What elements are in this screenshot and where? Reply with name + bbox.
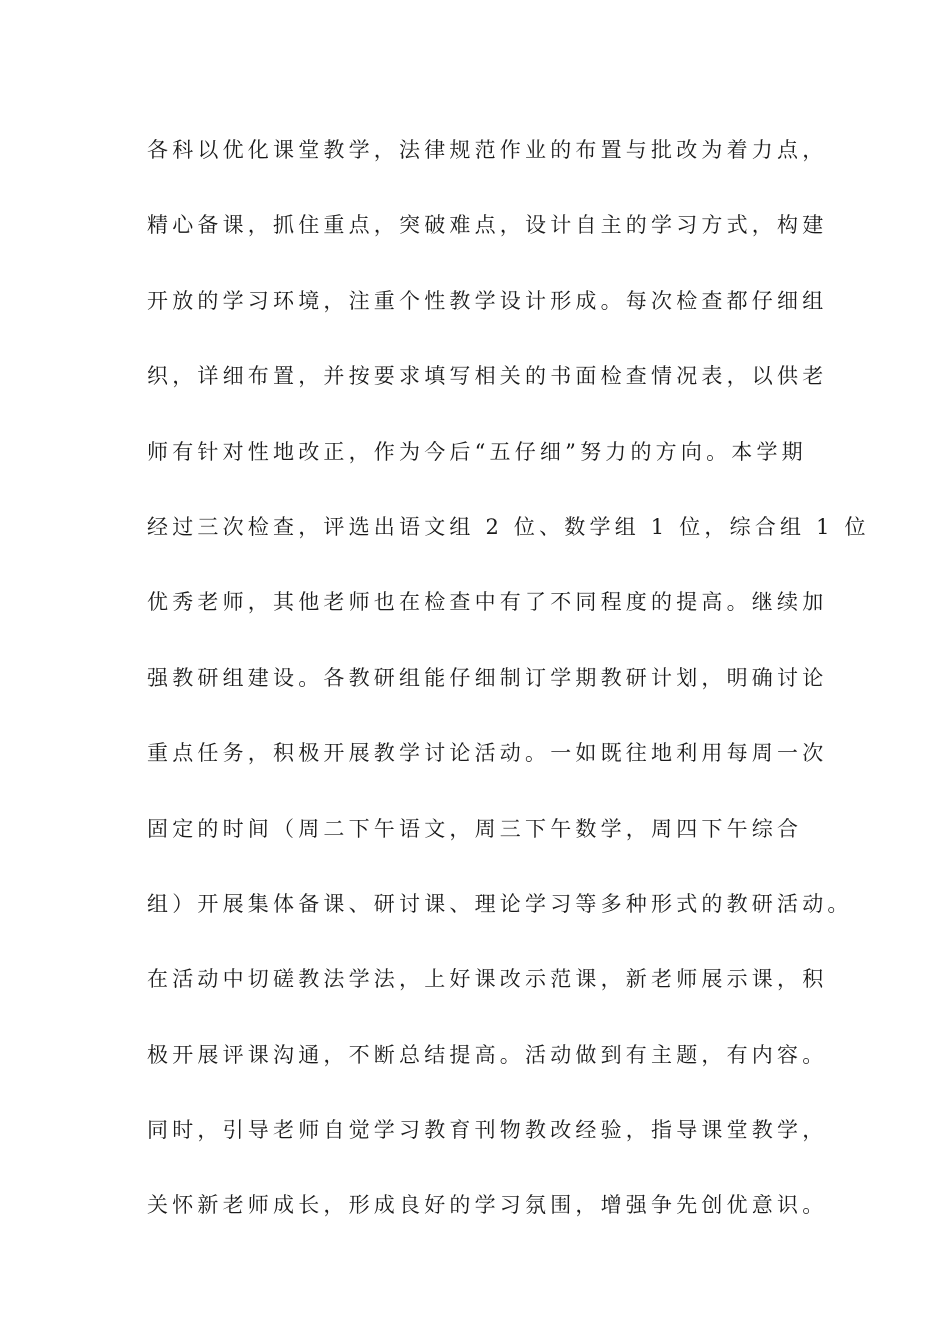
text-line-12: 在活动中切磋教法学法，上好课改示范课，新老师展示课，积 [147, 967, 828, 992]
text-line-5: 师有针对性地改正，作为今后“五仔细”努力的方向。本学期 [147, 439, 807, 464]
text-line-1: 各科以优化课堂教学，法律规范作业的布置与批改为着力点， [147, 138, 828, 162]
text-line-7: 优秀老师，其他老师也在检查中有了不同程度的提高。继续加 [147, 590, 828, 615]
text-line-11: 组）开展集体备课、研讨课、理论学习等多种形式的教研活动。 [147, 891, 853, 916]
text-line-2: 精心备课，抓住重点，突破难点，设计自主的学习方式，构建 [147, 213, 828, 238]
text-line-13: 极开展评课沟通，不断总结提高。活动做到有主题，有内容。 [147, 1042, 828, 1067]
text-line-10: 固定的时间（周二下午语文，周三下午数学，周四下午综合 [147, 816, 803, 841]
text-line-8: 强教研组建设。各教研组能仔细制订学期教研计划，明确讨论 [147, 665, 828, 690]
text-line-14: 同时，引导老师自觉学习教育刊物教改经验，指导课堂教学， [147, 1118, 828, 1143]
text-line-6: 经过三次检查，评选出语文组 2 位、数学组 1 位，综合组 1 位 [147, 514, 870, 539]
text-line-3: 开放的学习环境，注重个性教学设计形成。每次检查都仔细组 [147, 288, 828, 313]
text-line-4: 织，详细布置，并按要求填写相关的书面检查情况表，以供老 [147, 364, 828, 389]
body-paragraph [147, 128, 870, 1259]
text-line-9: 重点任务，积极开展教学讨论活动。一如既往地利用每周一次 [147, 741, 828, 766]
text-line-15: 关怀新老师成长，形成良好的学习氛围，增强争先创优意识。 [147, 1193, 828, 1218]
